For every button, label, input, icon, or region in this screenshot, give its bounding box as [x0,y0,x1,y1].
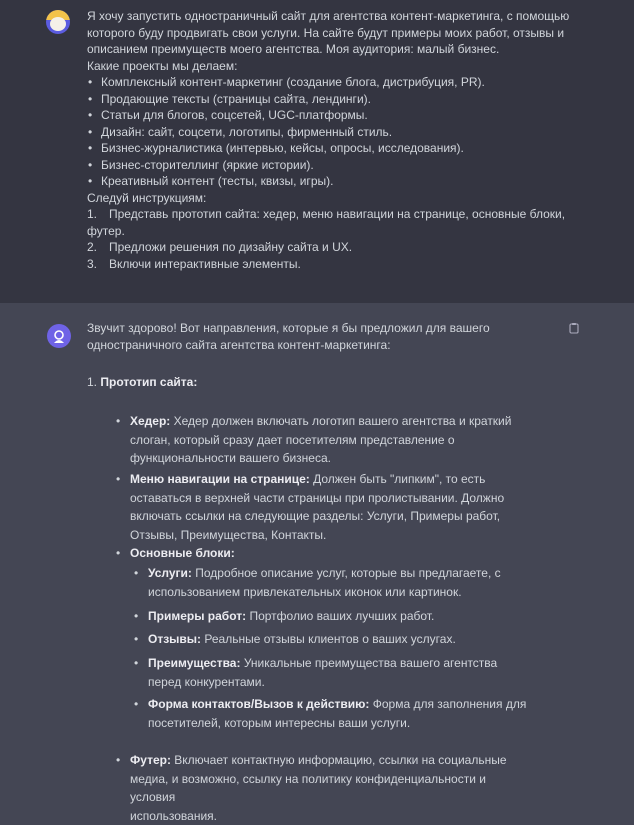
instructions-heading: Следуй инструкциям: [87,190,207,205]
item-title: Отзывы: [148,632,202,646]
blocks-item: • Основные блоки: [116,546,235,560]
item-text: перед конкурентами. [148,674,265,689]
list-item: • Продающие тексты (страницы сайта, лендинги). [87,91,587,108]
list-item [87,256,587,273]
projects-heading: Какие проекты мы делаем: [87,58,238,73]
section-number: 1. [87,375,98,389]
item-text: Подробное описание услуг, которые вы предлагаете, с [191,566,501,580]
section-title-text: Прототип сайта: [100,375,198,389]
item-text: Форма для заполнения для [369,697,527,711]
item-text: функциональности вашего бизнеса. [130,451,331,465]
item-title: Преимущества: [148,656,241,670]
item-text: Хедер должен включать логотип вашего агентства и краткий [170,414,512,428]
list-item: • Комплексный контент-маркетинг (создание блога, дистрибуция, PR). [87,74,587,91]
user-intro-line: которого буду продвигать свои услуги. На сайте будут примеры моих работ, отзывы и [87,25,565,40]
item-text: оставаться в верхней части страницы при пролистывании. Должно [130,490,505,505]
subitem-reviews: • Отзывы: Реальные отзывы клиентов о ваших услугах. [134,632,456,646]
item-text: Портфолио ваших лучших работ. [246,609,435,623]
instructions-list [87,206,587,223]
list-number: 3. [87,256,98,271]
subitem-services: • Услуги: Подробное описание услуг, которые вы предлагаете, с использованием привлекательных иконок или картинок. [134,566,501,599]
instructions-list-rest [87,239,587,272]
item-text: Реальные отзывы клиентов о ваших услугах. [201,632,456,646]
menu-item: • Меню навигации на странице: Должен быть "липким", то есть оставаться в верхней части страницы при пролистывании. Должно включать ссылки на следующие разделы: Услуги, Примеры работ, Отзывы, Преимущества, Контакты. [116,472,505,542]
item-title: Хедер: [130,414,171,428]
list-item [87,239,587,256]
assistant-intro-line: одностраничного сайта агентства контент-маркетинга: [87,337,391,352]
user-avatar [46,10,70,34]
user-message [0,0,634,303]
item-title: Меню навигации на странице: [130,472,310,486]
user-message-text [87,8,587,272]
item-text: медиа, и возможно, ссылку на политику конфиденциальности и условия [130,771,486,804]
user-intro-line: описанием преимуществ моего агентства. Моя аудитория: малый бизнес. [87,42,500,56]
item-title: Основные блоки: [130,546,235,560]
item-text: использования. [130,808,217,823]
instruction-text: Представь прототип сайта: хедер, меню навигации на странице, основные блоки, [109,207,566,221]
item-title: Услуги: [148,566,192,580]
list-number: 1. [87,207,98,221]
subitem-advantages: • Преимущества: Уникальные преимущества вашего агентства перед конкурентами. [134,656,498,689]
item-title: Форма контактов/Вызов к действию: [148,697,370,711]
list-item: • Креативный контент (тесты, квизы, игры). [87,173,587,190]
section-title [87,375,197,389]
list-number: 2. [87,240,98,254]
instruction-text-continued: футер. [87,223,125,238]
item-text: включать ссылки на следующие разделы: Услуги, Примеры работ, [130,509,501,523]
list-item: • Статьи для блогов, соцсетей, UGC-платформы. [87,107,587,124]
item-text: Отзывы, Преимущества, Контакты. [130,527,327,542]
projects-list [87,74,587,190]
clipboard-icon[interactable] [568,322,580,334]
assistant-intro-line: Звучит здорово! Вот направления, которые я бы предложил для вашего [87,321,490,335]
list-item: • Бизнес-сторителлинг (яркие истории). [87,157,587,174]
instruction-text: Предложи решения по дизайну сайта и UX. [109,240,353,254]
item-text: Уникальные преимущества вашего агентства [240,656,498,670]
list-item: • Бизнес-журналистика (интервью, кейсы, опросы, исследования). [87,140,587,157]
item-text: Должен быть "липким", то есть [309,472,486,486]
list-item: • Дизайн: сайт, соцсети, логотипы, фирменный стиль. [87,124,587,141]
assistant-intro [87,320,557,353]
item-title: Примеры работ: [148,609,247,623]
subitem-portfolio: • Примеры работ: Портфолио ваших лучших работ. [134,609,435,623]
item-text: посетителей, которым интересны ваши услуги. [148,715,411,730]
footer-item: • Футер: Включает контактную информацию, ссылки на социальные медиа, и возможно, ссылку на политику конфиденциальности и условия использования. [116,753,507,823]
item-text: использованием привлекательных иконок или картинок. [148,584,462,599]
item-text: слоган, который сразу дает посетителям представление о [130,432,455,447]
header-item: • Хедер: Хедер должен включать логотип вашего агентства и краткий слоган, который сразу дает посетителям представление о функциональности вашего бизнеса. [116,414,512,465]
item-text: Включает контактную информацию, ссылки на социальные [170,753,507,767]
subitem-contact-form: • Форма контактов/Вызов к действию: Форма для заполнения для посетителей, которым интересны ваши услуги. [134,697,527,730]
user-intro-line: Я хочу запустить одностраничный сайт для агентства контент-маркетинга, с помощью [87,9,570,23]
item-title: Футер: [130,753,171,767]
list-item [87,206,587,223]
assistant-avatar [47,324,71,348]
instruction-text: Включи интерактивные элементы. [109,256,301,271]
